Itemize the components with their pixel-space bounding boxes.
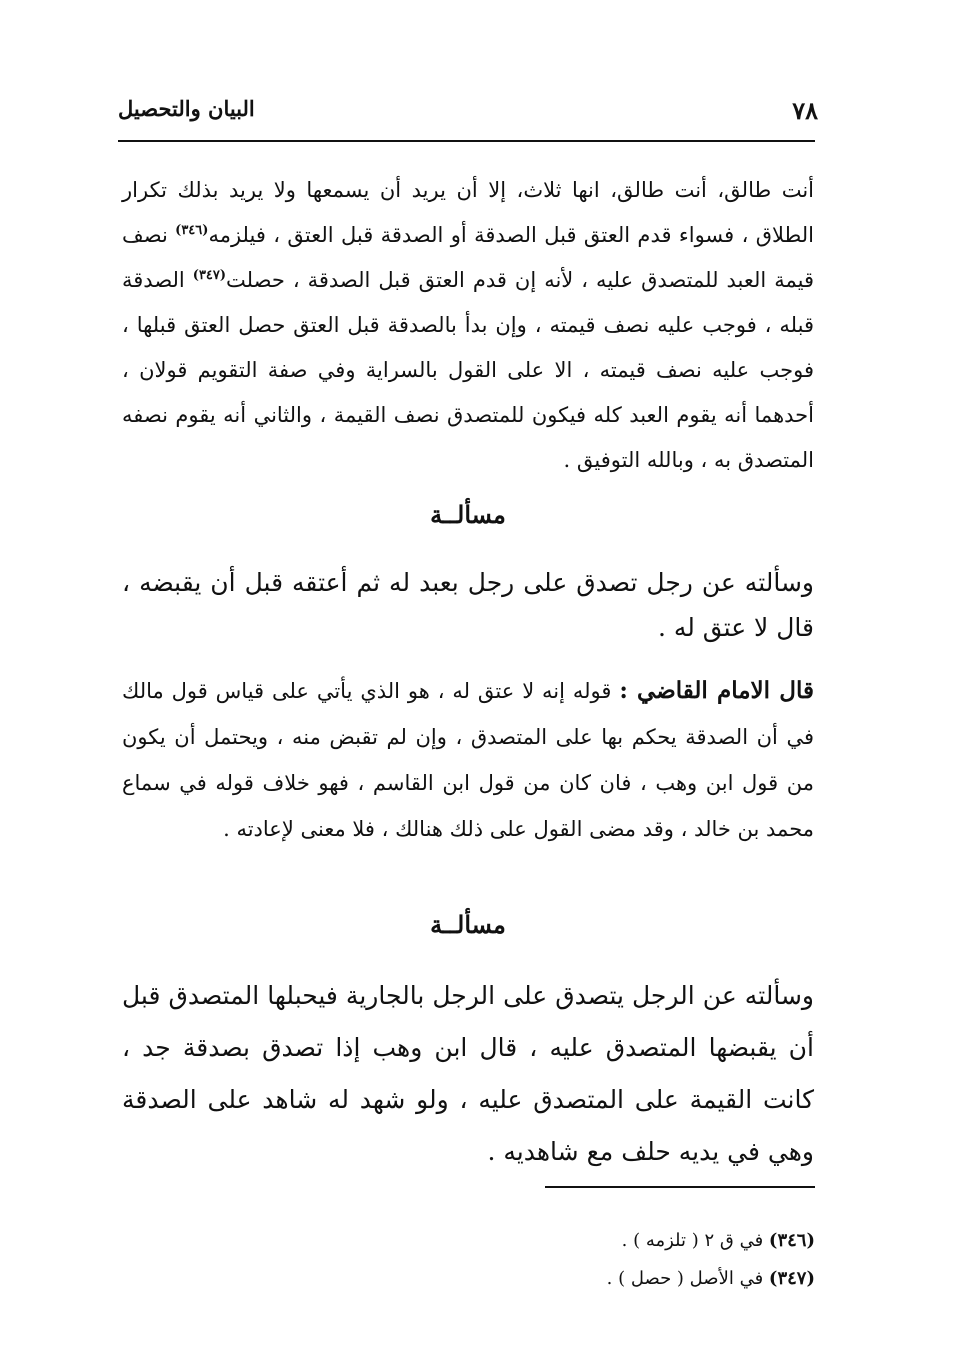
header-rule xyxy=(118,140,815,142)
speaker-label: قال الامام القاضي : xyxy=(619,677,814,704)
page-header xyxy=(118,96,818,136)
paragraph-2 xyxy=(122,560,814,650)
paragraph-1-part-b: نصف قيمة العبد للمتصدق عليه ، لأنه إن قدم العتق قبل الصدقة ، حصلت xyxy=(122,223,814,292)
footnote-ref-347: (٣٤٧) xyxy=(192,268,227,283)
paragraph-4 xyxy=(122,970,814,1178)
section-heading-1: مسألــة xyxy=(430,500,506,529)
footnote-347 xyxy=(400,1260,815,1298)
footnote-text: في الأصل ( حصل ) . xyxy=(606,1268,769,1289)
paragraph-1-part-a: أنت طالق، أنت طالق، انها ثلاث، إلا أن يريد أن يسمعها ولا يريد بذلك تكرار الطلاق ، فسواء قدم العتق قبل الصدقة أو الصدقة قبل العتق ، فيلزمه xyxy=(122,178,814,247)
page-number: ٧٨ xyxy=(792,96,818,125)
paragraph-3 xyxy=(122,668,814,852)
running-title: البيان والتحصيل xyxy=(118,96,255,121)
footnote-text: في ق ٢ ( تلزمه ) . xyxy=(621,1230,769,1251)
paragraph-3-text xyxy=(122,668,814,852)
footnote-number: (٣٤٦) xyxy=(768,1230,815,1251)
paragraph-2-text: وسألته عن رجل تصدق على رجل بعبد له ثم أعتقه قبل أن يقبضه ، قال لا عتق له . xyxy=(122,568,814,642)
paragraph-1-part-c: الصدقة قبله ، فوجب عليه نصف قيمته ، وإن بدأ بالصدقة قبل العتق حصل العتق قبلها ، فوجب عليه نصف قيمته ، الا على القول بالسراية وفي صفة التقويم قولان ، أحدهما أنه يقوم العبد كله فيكون للمتصدق نصف القيمة ، والثاني أنه يقوم نصفه المتصدق به ، وبالله التوفيق . xyxy=(122,268,814,472)
paragraph-1-text xyxy=(122,168,814,483)
paragraph-4-text: وسألته عن الرجل يتصدق على الرجل بالجارية فيحبلها المتصدق قبل أن يقبضها المتصدق عليه ، قال ابن وهب إذا تصدق بصدقة جد ، كانت القيمة على المتصدق عليه ، ولو شهد له شاهد على الصدقة وهي في يديه حلف مع شاهديه . xyxy=(122,981,814,1166)
footnotes xyxy=(400,1222,815,1298)
footnote-number: (٣٤٧) xyxy=(768,1268,815,1289)
paragraph-1 xyxy=(122,168,814,483)
footnote-ref-346: (٣٤٦) xyxy=(175,223,209,238)
paragraph-3-body: قوله إنه لا عتق له ، هو الذي يأتي على قياس قول مالك في أن الصدقة يحكم بها على المتصدق ، وإن لم تقبض منه ، ويحتمل أن يكون من قول ابن وهب ، فان كان من قول ابن القاسم ، فهو خلاف قوله في سماع محمد بن خالد ، وقد مضى القول على ذلك هنالك ، فلا معنى لإعادته . xyxy=(122,679,814,841)
footnote-rule xyxy=(545,1186,815,1188)
footnote-346 xyxy=(400,1222,815,1260)
section-heading-2: مسألــة xyxy=(430,910,506,939)
